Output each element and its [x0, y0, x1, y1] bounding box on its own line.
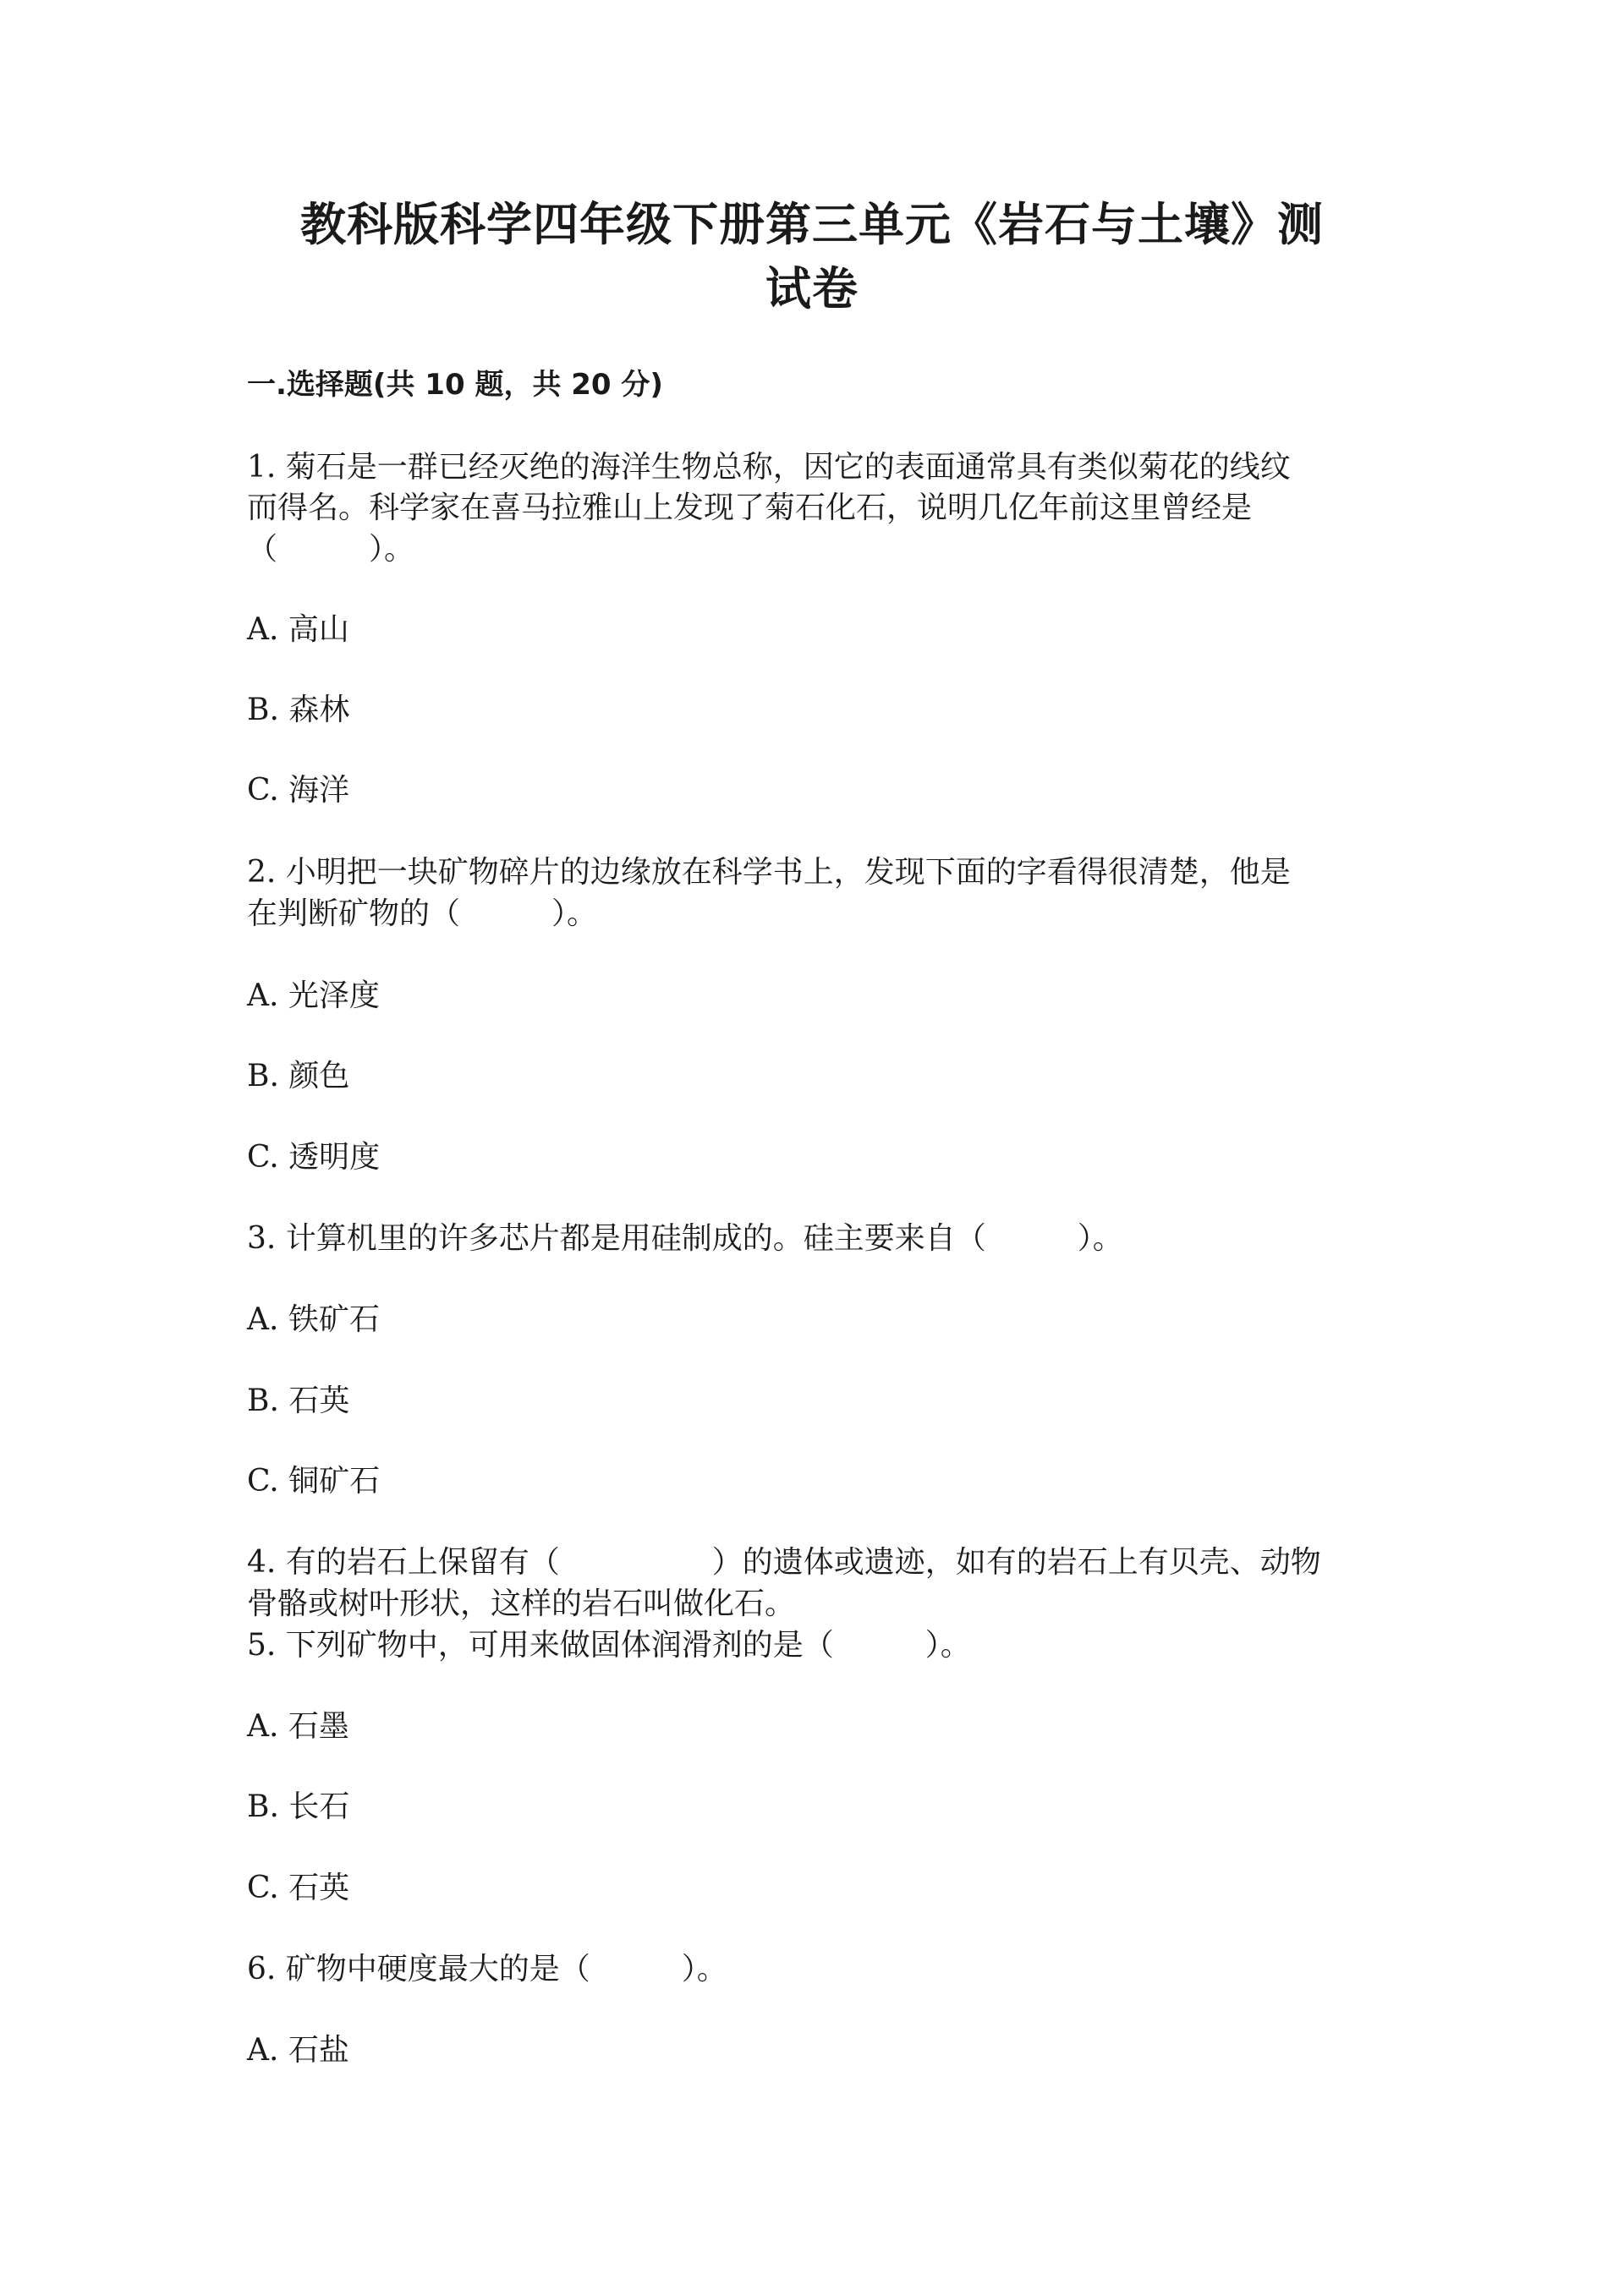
- question-3-option-a: A. 铁矿石: [247, 1302, 380, 1337]
- title-line-2: 试卷: [765, 262, 859, 315]
- question-1-stem-line-3: （ ）。: [247, 532, 415, 567]
- question-2-option-a: A. 光泽度: [247, 978, 380, 1013]
- question-1-stem-line-2: 而得名。科学家在喜马拉雅山上发现了菊石化石，说明几亿年前这里曾经是: [247, 490, 1253, 525]
- section-heading: 一.选择题(共 10 题，共 20 分): [247, 368, 663, 402]
- question-3-option-b: B. 石英: [247, 1384, 350, 1418]
- question-6-stem-line-1: 6. 矿物中硬度最大的是（ ）。: [247, 1952, 727, 1986]
- question-3-stem-line-1: 3. 计算机里的许多芯片都是用硅制成的。硅主要来自（ ）。: [247, 1221, 1123, 1256]
- question-5-option-a: A. 石墨: [247, 1709, 349, 1744]
- title-line-1: 教科版科学四年级下册第三单元《岩石与土壤》测: [300, 198, 1324, 251]
- question-2-stem-line-2: 在判断矿物的（ ）。: [247, 896, 598, 931]
- question-2-option-b: B. 颜色: [247, 1059, 350, 1093]
- question-3-option-c: C. 铜矿石: [247, 1464, 381, 1499]
- question-2-stem-line-1: 2. 小明把一块矿物碎片的边缘放在科学书上，发现下面的字看得很清楚，他是: [247, 855, 1291, 890]
- question-5-stem-line-1: 5. 下列矿物中，可用来做固体润滑剂的是（ ）。: [247, 1628, 971, 1663]
- question-6-option-a: A. 石盐: [247, 2033, 349, 2068]
- question-4-stem-line-1: 4. 有的岩石上保留有（ ）的遗体或遗迹，如有的岩石上有贝壳、动物: [247, 1545, 1321, 1580]
- page-title: [245, 193, 1379, 321]
- question-5-option-c: C. 石英: [247, 1871, 350, 1905]
- question-1-option-a: A. 高山: [247, 612, 349, 647]
- question-5-option-b: B. 长石: [247, 1789, 350, 1824]
- question-4-stem-line-2: 骨骼或树叶形状，这样的岩石叫做化石。: [247, 1586, 796, 1621]
- question-1-option-c: C. 海洋: [247, 773, 350, 808]
- question-1-option-b: B. 森林: [247, 693, 350, 727]
- question-2-option-c: C. 透明度: [247, 1140, 381, 1175]
- question-1-stem-line-1: 1. 菊石是一群已经灭绝的海洋生物总称，因它的表面通常具有类似菊花的线纹: [247, 450, 1291, 485]
